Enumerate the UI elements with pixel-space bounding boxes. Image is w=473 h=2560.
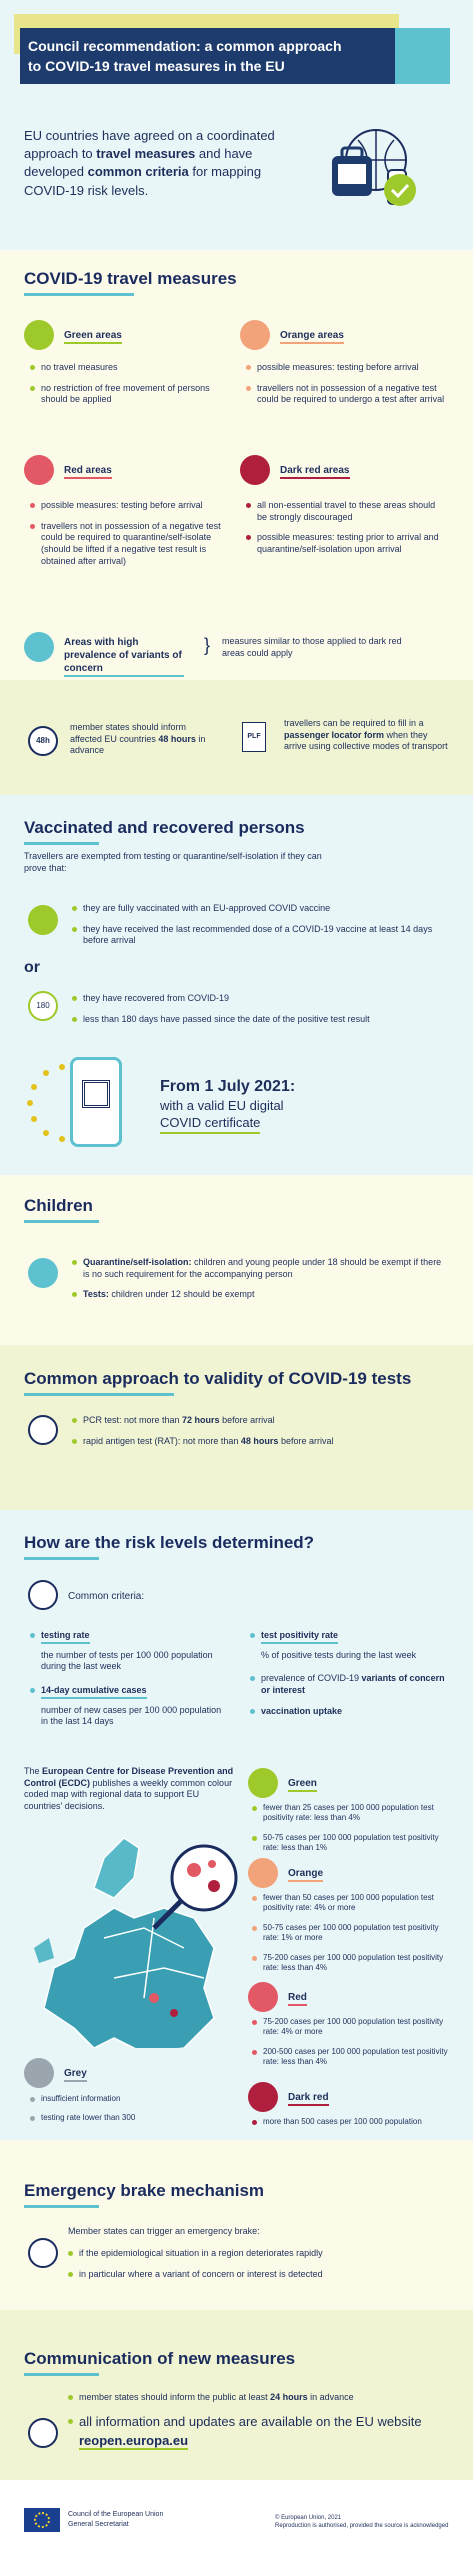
ecdc-text: The European Centre for Disease Prevention and Control (ECDC) publishes a weekly common colour coded map with regional data to support EU countries' decisions. xyxy=(24,1766,234,1812)
bullet xyxy=(72,1439,77,1444)
bullet xyxy=(252,2120,257,2125)
bullet xyxy=(72,1017,77,1022)
list-item: possible measures: testing before arrival xyxy=(246,362,446,374)
bullet xyxy=(252,1896,257,1901)
header-section xyxy=(0,0,473,250)
virus-icon xyxy=(24,2058,54,2088)
page-title: Council recommendation: a common approach to COVID-19 travel measures in the EU xyxy=(28,38,342,75)
certificate-date: From 1 July 2021: xyxy=(160,1078,296,1095)
plf-document-icon: PLF xyxy=(242,722,266,752)
vaccinated-subtitle: Travellers are exempted from testing or quarantine/self-isolation if they can prove that: xyxy=(24,851,322,873)
criteria-item: testing rate xyxy=(30,1630,225,1644)
bullet xyxy=(246,365,251,370)
child-icon xyxy=(28,1258,58,1288)
children-title: Children xyxy=(24,1196,93,1215)
footer-copyright: © European Union, 2021 Reproduction is authorised, provided the source is acknowledged xyxy=(275,2515,449,2530)
bullet xyxy=(30,365,35,370)
virus-icon xyxy=(24,320,54,350)
bullet xyxy=(30,386,35,391)
bullet xyxy=(252,2050,257,2055)
bullet xyxy=(72,906,77,911)
list-item: they have recovered from COVID-19 xyxy=(72,993,442,1005)
red-areas-label: Red areas xyxy=(64,464,112,479)
bullet xyxy=(252,2020,257,2025)
list-item: 50-75 cases per 100 000 population test positivity rate: less than 1% xyxy=(252,1833,452,1854)
title-underline xyxy=(24,2373,99,2376)
bullet xyxy=(246,535,251,540)
list-item: no restriction of free movement of persons should be applied xyxy=(30,383,220,406)
list-item: 50-75 cases per 100 000 population test positivity rate: 1% or more xyxy=(252,1923,452,1944)
virus-icon xyxy=(240,320,270,350)
plf-text: travellers can be required to fill in a passenger locator form when they arrive using collective modes of transport xyxy=(284,718,448,752)
criteria-desc: % of positive tests during the last week xyxy=(261,1649,417,1660)
bullet xyxy=(72,1260,77,1265)
orange-areas-list xyxy=(246,362,446,415)
bullet xyxy=(252,1926,257,1931)
list-item: fewer than 25 cases per 100 000 population test positivity rate: less than 4% xyxy=(252,1803,452,1824)
bullet xyxy=(30,1688,35,1693)
criteria-left xyxy=(30,1630,225,1728)
list-item: possible measures: testing prior to arrival and quarantine/self-isolation upon arrival xyxy=(246,532,446,555)
bullet xyxy=(252,1836,257,1841)
criteria-item: vaccination uptake xyxy=(250,1706,450,1718)
bullet xyxy=(72,1418,77,1423)
list-item: they are fully vaccinated with an EU-approved COVID vaccine xyxy=(72,903,442,915)
list-item: Tests: children under 12 should be exempt xyxy=(72,1289,447,1301)
travel-globe-icon xyxy=(318,112,428,222)
vaccinated-title: Vaccinated and recovered persons xyxy=(24,818,305,837)
tests-list xyxy=(72,1415,447,1456)
green-areas-label: Green areas xyxy=(64,329,122,344)
bullet xyxy=(250,1676,255,1681)
virus-icon xyxy=(248,1858,278,1888)
title-underline xyxy=(24,293,134,296)
certificate-line2: with a valid EU digital xyxy=(160,1098,284,1113)
list-item: fewer than 50 cases per 100 000 population test positivity rate: 4% or more xyxy=(252,1893,452,1914)
bullet xyxy=(252,1806,257,1811)
list-item: 75-200 cases per 100 000 population test positivity rate: 4% or more xyxy=(252,2017,452,2038)
red-areas-header xyxy=(24,455,112,485)
title-underline xyxy=(24,2205,99,2208)
reopen-link[interactable]: reopen.europa.eu xyxy=(79,2432,189,2448)
syringe-icon xyxy=(28,905,58,935)
tests-title: Common approach to validity of COVID-19 tests xyxy=(24,1369,412,1388)
virus-icon xyxy=(248,1768,278,1798)
or-separator: or xyxy=(24,959,40,976)
criteria-label: Common criteria: xyxy=(68,1591,145,1602)
list-item: insufficient information xyxy=(30,2094,230,2104)
vaccinated-section xyxy=(0,795,473,1175)
footer-org: Council of the European Union General Secretariat xyxy=(68,2511,164,2528)
test-swab-icon xyxy=(28,1415,58,1445)
bullet xyxy=(252,1956,257,1961)
title-underline xyxy=(24,1220,99,1223)
virus-icon xyxy=(24,632,54,662)
criteria-right xyxy=(250,1630,450,1726)
orange-level-list xyxy=(252,1893,452,1982)
dark-red-areas-list xyxy=(246,500,446,565)
list-item: they have received the last recommended dose of a COVID-19 vaccine at least 14 days before arrival xyxy=(72,924,442,947)
dark-red-areas-label: Dark red areas xyxy=(280,464,350,479)
info-section xyxy=(0,680,473,795)
dark-red-level-header xyxy=(248,2082,329,2112)
qr-code-icon xyxy=(82,1080,110,1108)
bullet xyxy=(246,503,251,508)
tests-section xyxy=(0,1345,473,1510)
variants-label: Areas with high prevalence of variants of concern xyxy=(64,636,184,677)
bullet xyxy=(250,1709,255,1714)
green-level-header xyxy=(248,1768,317,1798)
footer xyxy=(0,2480,473,2560)
green-areas-list xyxy=(30,362,220,415)
bullet xyxy=(30,2097,35,2102)
bullet xyxy=(246,386,251,391)
orange-areas-header xyxy=(240,320,344,350)
alarm-light-icon xyxy=(28,2238,58,2268)
recovered-list xyxy=(72,993,442,1034)
list-item: if the epidemiological situation in a region deteriorates rapidly xyxy=(68,2248,448,2260)
dark-red-level-list xyxy=(252,2117,452,2136)
thermometer-icon xyxy=(28,1580,58,1610)
emergency-brake-section xyxy=(0,2140,473,2310)
phone-qr-icon xyxy=(70,1057,122,1147)
bullet xyxy=(30,503,35,508)
list-item: member states should inform the public at least 24 hours in advance xyxy=(68,2392,458,2404)
virus-icon xyxy=(24,455,54,485)
bullet xyxy=(68,2419,73,2424)
clock-48h-icon: 48h xyxy=(28,726,58,756)
travel-measures-title: COVID-19 travel measures xyxy=(24,269,237,288)
criteria-item: test positivity rate xyxy=(250,1630,450,1644)
criteria-item: prevalence of COVID-19 variants of concern or interest xyxy=(250,1673,450,1696)
list-item: travellers not in possession of a negative test could be required to undergo a test after arrival xyxy=(246,383,446,406)
virus-icon xyxy=(248,1982,278,2012)
emergency-brake-title: Emergency brake mechanism xyxy=(24,2181,265,2200)
vaccinated-list xyxy=(72,903,442,956)
list-item: all non-essential travel to these areas should be strongly discouraged xyxy=(246,500,446,523)
list-item: no travel measures xyxy=(30,362,220,374)
list-item: PCR test: not more than 72 hours before arrival xyxy=(72,1415,447,1427)
brake-list xyxy=(68,2248,448,2289)
risk-levels-section xyxy=(0,1510,473,2140)
grey-level-label: Grey xyxy=(64,2067,87,2082)
title-underline xyxy=(24,1557,99,1560)
criteria-desc: the number of tests per 100 000 population during the last week xyxy=(41,1649,213,1672)
communication-title: Communication of new measures xyxy=(24,2349,296,2368)
risk-levels-title: How are the risk levels determined? xyxy=(24,1533,315,1552)
bullet xyxy=(68,2395,73,2400)
bullet xyxy=(30,524,35,529)
bullet xyxy=(72,996,77,1001)
europe-map-icon xyxy=(14,1828,254,2048)
title-underline xyxy=(24,842,99,845)
bullet xyxy=(30,1633,35,1638)
brace-icon: } xyxy=(204,635,211,655)
list-item: Quarantine/self-isolation: children and young people under 18 should be exempt if there is no such requirement for the accompanying person xyxy=(72,1257,447,1280)
bullet xyxy=(72,1292,77,1297)
variants-row xyxy=(24,632,422,677)
calendar-180-icon: 180 xyxy=(28,991,58,1021)
red-level-list xyxy=(252,2017,452,2077)
bullet xyxy=(250,1633,255,1638)
travel-measures-section xyxy=(0,250,473,680)
variants-text: measures similar to those applied to dark red areas could apply xyxy=(222,636,402,658)
list-item: testing rate lower than 300 xyxy=(30,2113,230,2123)
list-item: 75-200 cases per 100 000 population test positivity rate: less than 4% xyxy=(252,1953,452,1974)
dark-red-level-label: Dark red xyxy=(288,2091,329,2106)
title-underline xyxy=(24,1393,174,1396)
bullet xyxy=(68,2272,73,2277)
bullet xyxy=(72,927,77,932)
communication-section xyxy=(0,2310,473,2480)
brake-intro: Member states can trigger an emergency brake: xyxy=(68,2226,260,2236)
list-item: possible measures: testing before arrival xyxy=(30,500,230,512)
virus-icon xyxy=(240,455,270,485)
communication-list xyxy=(68,2392,458,2459)
inform-text: member states should inform affected EU countries 48 hours in advance xyxy=(70,722,206,756)
criteria-item: 14-day cumulative cases xyxy=(30,1685,225,1699)
orange-level-label: Orange xyxy=(288,1867,323,1882)
green-areas-header xyxy=(24,320,122,350)
red-areas-list xyxy=(30,500,230,576)
red-level-label: Red xyxy=(288,1991,307,2006)
list-item: all information and updates are available on the EU website reopen.europa.eu xyxy=(68,2413,458,2451)
children-section xyxy=(0,1175,473,1345)
eu-stars-ring-icon xyxy=(34,2512,50,2528)
criteria-desc: number of new cases per 100 000 population in the last 14 days xyxy=(41,1704,222,1727)
bullet xyxy=(68,2251,73,2256)
list-item: rapid antigen test (RAT): not more than 48 hours before arrival xyxy=(72,1436,447,1448)
grey-level-list xyxy=(30,2094,230,2133)
bullet xyxy=(30,2116,35,2121)
intro-text: EU countries have agreed on a coordinated approach to travel measures and have developed common criteria for mapping COVID-19 risk levels. xyxy=(24,128,275,198)
children-list xyxy=(72,1257,447,1310)
grey-level-header xyxy=(24,2058,87,2088)
megaphone-icon xyxy=(28,2418,58,2448)
dark-red-areas-header xyxy=(240,455,350,485)
list-item: travellers not in possession of a negative test could be required to quarantine/self-isolate (should be lifted if a negative test result is obtained after arrival) xyxy=(30,521,230,568)
header-teal-edge xyxy=(395,28,450,84)
orange-areas-label: Orange areas xyxy=(280,329,344,344)
virus-icon xyxy=(248,2082,278,2112)
list-item: less than 180 days have passed since the date of the positive test result xyxy=(72,1014,442,1026)
list-item: in particular where a variant of concern or interest is detected xyxy=(68,2269,448,2281)
certificate-line3: COVID certificate xyxy=(160,1115,260,1134)
green-level-list xyxy=(252,1803,452,1863)
orange-level-header xyxy=(248,1858,323,1888)
green-level-label: Green xyxy=(288,1777,317,1792)
list-item: 200-500 cases per 100 000 population test positivity rate: less than 4% xyxy=(252,2047,452,2068)
red-level-header xyxy=(248,1982,307,2012)
list-item: more than 500 cases per 100 000 population xyxy=(252,2117,452,2127)
